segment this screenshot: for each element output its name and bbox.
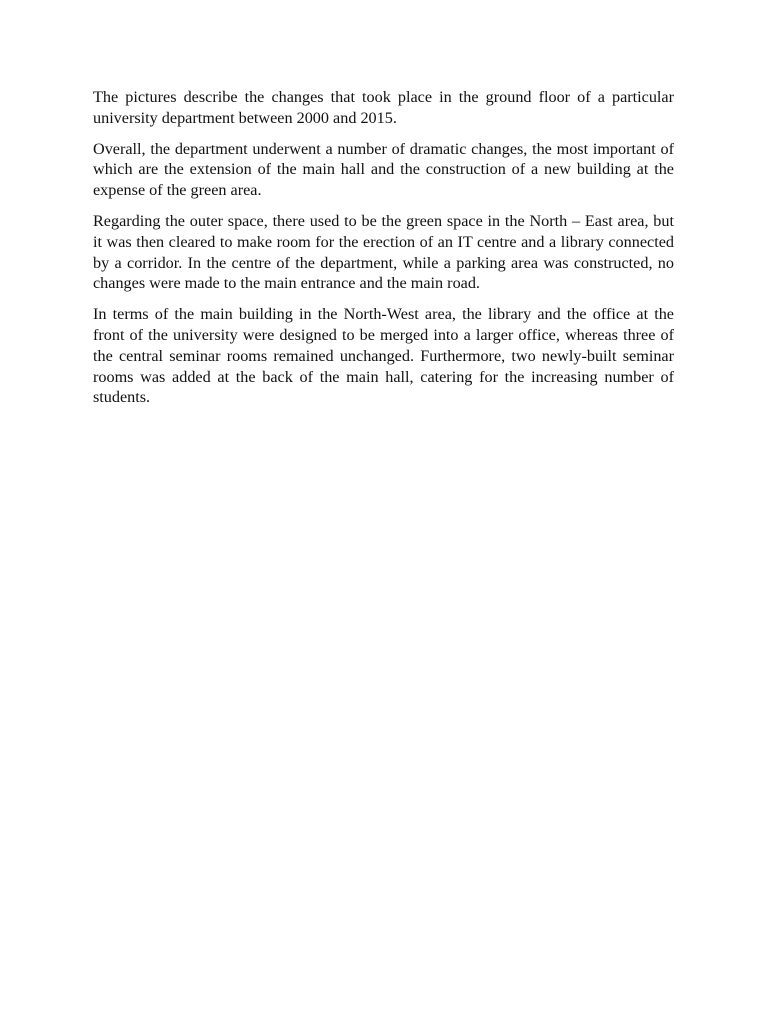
paragraph-introduction: The pictures describe the changes that took place in the ground floor of a particular university department between 2000 and 2015. (93, 88, 674, 127)
paragraph-outer-space: Regarding the outer space, there used to be the green space in the North – East area, but it was then cleared to make room for the erection of an IT centre and a library connected by a corridor. In the centre of the department, while a parking area was constructed, no changes were made to the main entrance and the main road. (93, 211, 674, 293)
document-body (93, 87, 674, 418)
paragraph-main-building: In terms of the main building in the North-West area, the library and the office at the front of the university were designed to be merged into a larger office, whereas three of the central seminar rooms remained unchanged. Furthermore, two newly-built seminar rooms was added at the back of the main hall, catering for the increasing number of students. (93, 305, 674, 407)
paragraph-overview: Overall, the department underwent a number of dramatic changes, the most important of which are the extension of the main hall and the construction of a new building at the expense of the green area. (93, 139, 674, 200)
